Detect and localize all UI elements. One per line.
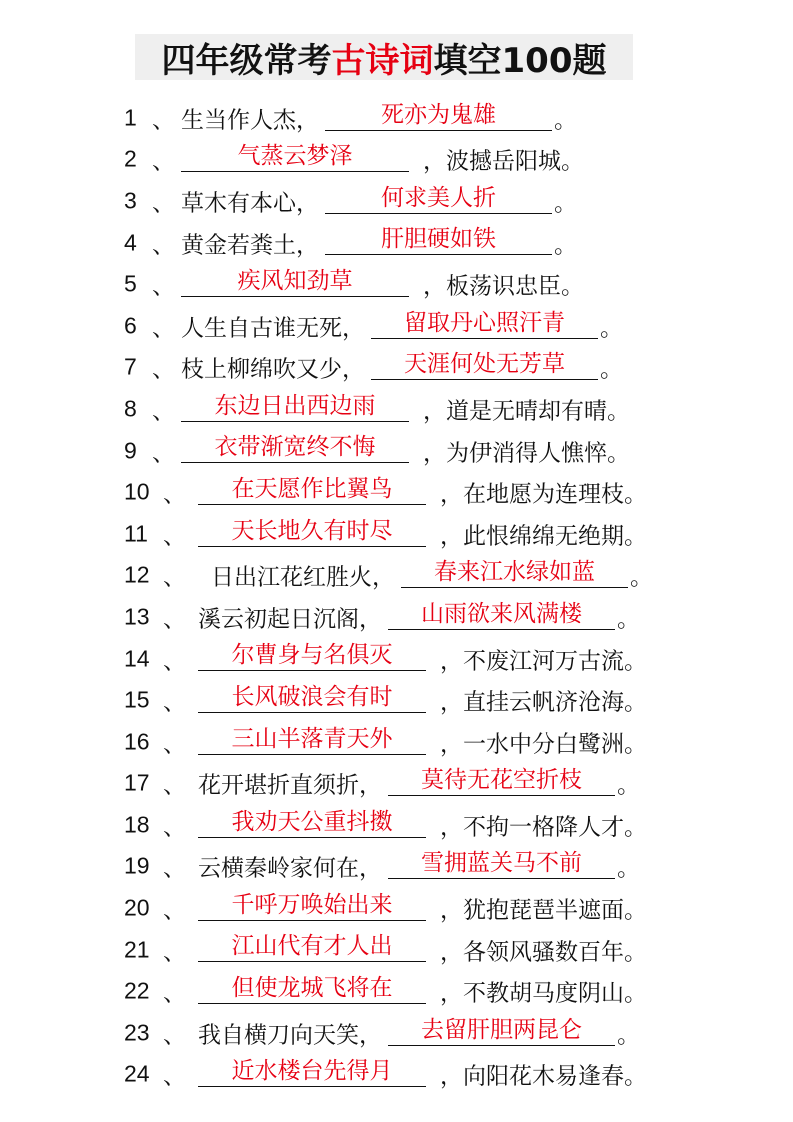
- question-prompt: 花开堪折直须折，: [198, 772, 382, 799]
- answer-underline: [198, 961, 426, 962]
- question-separator: 、: [163, 980, 186, 1007]
- question-number: 11: [124, 520, 148, 547]
- answer-underline: [198, 837, 426, 838]
- question-prompt: ，不教胡马度阴山。: [440, 980, 647, 1007]
- question-prompt: 黄金若粪土，: [181, 232, 319, 259]
- question-separator: 、: [163, 731, 186, 758]
- answer-underline: [198, 920, 426, 921]
- question-number: 15: [124, 686, 150, 713]
- question-separator: 、: [163, 1063, 186, 1090]
- answer-blank[interactable]: [198, 929, 426, 971]
- answer-underline: [198, 712, 426, 713]
- answer-underline: [371, 379, 598, 380]
- answer-underline: [388, 878, 615, 879]
- page-title: [135, 34, 633, 80]
- question-row: [0, 638, 793, 680]
- question-prompt: 枝上柳绵吹又少，: [181, 356, 365, 383]
- answer-text: 尔曹身与名俱灭: [231, 642, 393, 669]
- question-number: 7: [124, 353, 137, 380]
- question-row: [0, 596, 793, 638]
- question-number: 5: [124, 270, 137, 297]
- answer-text: 江山代有才人出: [231, 933, 393, 960]
- answer-underline: [388, 795, 615, 796]
- question-separator: 、: [163, 648, 186, 675]
- question-row: [0, 305, 793, 347]
- answer-underline: [198, 1086, 426, 1087]
- question-number: 23: [124, 1019, 150, 1046]
- question-row: [0, 1012, 793, 1054]
- question-end-punct: 。: [600, 356, 623, 383]
- answer-text: 天长地久有时尽: [231, 517, 393, 544]
- answer-underline: [198, 546, 426, 547]
- question-prompt: 我自横刀向天笑，: [198, 1022, 382, 1049]
- question-prompt: ，在地愿为连理枝。: [440, 481, 647, 508]
- answer-blank[interactable]: [388, 763, 615, 805]
- question-end-punct: 。: [617, 855, 640, 882]
- question-end-punct: 。: [630, 564, 653, 591]
- answer-text: 何求美人折: [381, 184, 496, 211]
- question-row: [0, 887, 793, 929]
- question-number: 4: [124, 229, 137, 256]
- question-separator: 、: [163, 564, 186, 591]
- question-number: 10: [124, 478, 150, 505]
- question-number: 13: [124, 603, 150, 630]
- question-prompt: ，板荡识忠臣。: [423, 273, 584, 300]
- answer-blank[interactable]: [325, 222, 552, 264]
- question-number: 24: [124, 1060, 150, 1087]
- question-end-punct: 。: [554, 232, 577, 259]
- question-row: [0, 929, 793, 971]
- answer-text: 山雨欲来风满楼: [421, 600, 582, 627]
- question-row: [0, 1054, 793, 1096]
- question-number: 19: [124, 852, 150, 879]
- question-prompt: ，向阳花木易逢春。: [440, 1063, 647, 1090]
- question-separator: 、: [163, 1022, 186, 1049]
- question-row: [0, 180, 793, 222]
- question-row: [0, 804, 793, 846]
- question-number: 14: [124, 645, 150, 672]
- question-prompt: 草木有本心，: [181, 190, 319, 217]
- question-separator: 、: [152, 273, 175, 300]
- question-separator: 、: [163, 689, 186, 716]
- answer-underline: [388, 1045, 615, 1046]
- answer-text: 莫待无花空折枝: [421, 767, 582, 794]
- question-end-punct: 。: [600, 315, 623, 342]
- answer-text: 东边日出西边雨: [214, 392, 376, 419]
- question-row: [0, 555, 793, 597]
- question-end-punct: 。: [554, 107, 577, 134]
- question-separator: 、: [163, 939, 186, 966]
- question-row: [0, 97, 793, 139]
- question-prompt: ，不拘一格降人才。: [440, 814, 647, 841]
- question-list: [0, 97, 793, 1095]
- answer-text: 春来江水绿如蓝: [434, 559, 595, 586]
- question-prompt: ，波撼岳阳城。: [423, 148, 584, 175]
- answer-underline: [325, 213, 552, 214]
- question-separator: 、: [163, 523, 186, 550]
- answer-underline: [181, 296, 409, 297]
- question-prompt: ，犹抱琵琶半遮面。: [440, 897, 647, 924]
- answer-text: 疾风知劲草: [237, 267, 353, 294]
- answer-blank[interactable]: [371, 347, 598, 389]
- question-row: [0, 970, 793, 1012]
- answer-blank[interactable]: [325, 180, 552, 222]
- answer-text: 天涯何处无芳草: [404, 351, 565, 378]
- question-row: [0, 513, 793, 555]
- answer-blank[interactable]: [401, 555, 628, 597]
- question-prompt: ，道是无晴却有晴。: [423, 398, 630, 425]
- question-number: 6: [124, 312, 137, 339]
- answer-text: 留取丹心照汗青: [404, 309, 565, 336]
- question-prompt: 云横秦岭家何在，: [198, 855, 382, 882]
- answer-blank[interactable]: [198, 887, 426, 929]
- question-prompt: ，为伊消得人憔悴。: [423, 440, 630, 467]
- question-separator: 、: [152, 398, 175, 425]
- title-part-3: 填空100题: [433, 40, 607, 81]
- answer-text: 在天愿作比翼鸟: [231, 475, 393, 502]
- question-prompt: ，此恨绵绵无绝期。: [440, 523, 647, 550]
- answer-blank[interactable]: [388, 846, 615, 888]
- question-prompt: ，一水中分白鹭洲。: [440, 731, 647, 758]
- answer-underline: [325, 130, 552, 131]
- answer-blank[interactable]: [198, 471, 426, 513]
- answer-blank[interactable]: [325, 97, 552, 139]
- question-separator: 、: [152, 440, 175, 467]
- answer-text: 去留肝胆两昆仑: [421, 1016, 582, 1043]
- question-number: 2: [124, 145, 137, 172]
- question-separator: 、: [163, 606, 186, 633]
- question-prompt: ，直挂云帆济沧海。: [440, 689, 647, 716]
- question-row: [0, 846, 793, 888]
- question-separator: 、: [163, 814, 186, 841]
- question-number: 8: [124, 395, 137, 422]
- answer-text: 衣带渐宽终不悔: [214, 434, 376, 461]
- answer-underline: [181, 171, 409, 172]
- answer-underline: [181, 421, 409, 422]
- answer-text: 肝胆硬如铁: [381, 226, 496, 253]
- question-row: [0, 347, 793, 389]
- answer-blank[interactable]: [198, 721, 426, 763]
- answer-blank[interactable]: [371, 305, 598, 347]
- question-row: [0, 139, 793, 181]
- answer-text: 但使龙城飞将在: [231, 975, 393, 1002]
- question-row: [0, 471, 793, 513]
- answer-text: 千呼万唤始出来: [231, 891, 393, 918]
- question-prompt: ，不废江河万古流。: [440, 648, 647, 675]
- question-number: 21: [124, 936, 150, 963]
- question-number: 22: [124, 977, 150, 1004]
- question-prompt: 生当作人杰，: [181, 107, 319, 134]
- question-row: [0, 430, 793, 472]
- answer-blank[interactable]: [198, 513, 426, 555]
- question-end-punct: 。: [617, 1022, 640, 1049]
- answer-blank[interactable]: [181, 430, 409, 472]
- question-number: 9: [124, 437, 137, 464]
- answer-blank[interactable]: [198, 970, 426, 1012]
- question-separator: 、: [152, 190, 175, 217]
- question-end-punct: 。: [617, 772, 640, 799]
- answer-underline: [388, 629, 615, 630]
- question-row: [0, 763, 793, 805]
- answer-blank[interactable]: [181, 388, 409, 430]
- question-number: 18: [124, 811, 150, 838]
- question-separator: 、: [152, 107, 175, 134]
- answer-blank[interactable]: [198, 638, 426, 680]
- question-end-punct: 。: [554, 190, 577, 217]
- question-number: 17: [124, 769, 150, 796]
- answer-blank[interactable]: [181, 263, 409, 305]
- answer-blank[interactable]: [388, 1012, 615, 1054]
- question-end-punct: 。: [617, 606, 640, 633]
- question-number: 12: [124, 561, 150, 588]
- question-separator: 、: [163, 772, 186, 799]
- answer-text: 死亦为鬼雄: [381, 101, 496, 128]
- question-separator: 、: [163, 855, 186, 882]
- answer-blank[interactable]: [198, 1054, 426, 1096]
- answer-blank[interactable]: [181, 139, 409, 181]
- question-separator: 、: [152, 148, 175, 175]
- question-separator: 、: [163, 481, 186, 508]
- question-separator: 、: [163, 897, 186, 924]
- question-separator: 、: [152, 315, 175, 342]
- question-number: 20: [124, 894, 150, 921]
- answer-text: 长风破浪会有时: [231, 683, 393, 710]
- answer-underline: [198, 504, 426, 505]
- answer-underline: [401, 587, 628, 588]
- question-prompt: 溪云初起日沉阁，: [198, 606, 382, 633]
- question-number: 16: [124, 728, 150, 755]
- answer-text: 雪拥蓝关马不前: [421, 850, 582, 877]
- title-part-highlight: 古诗词: [331, 40, 434, 81]
- question-row: [0, 263, 793, 305]
- answer-text: 气蒸云梦泽: [237, 143, 353, 170]
- answer-blank[interactable]: [198, 679, 426, 721]
- question-number: 1: [124, 104, 137, 131]
- question-prompt: 日出江花红胜火，: [211, 564, 395, 591]
- answer-underline: [371, 338, 598, 339]
- answer-underline: [181, 462, 409, 463]
- answer-text: 我劝天公重抖擞: [231, 808, 393, 835]
- answer-text: 三山半落青天外: [231, 725, 393, 752]
- answer-text: 近水楼台先得月: [231, 1058, 393, 1085]
- question-separator: 、: [152, 356, 175, 383]
- question-separator: 、: [152, 232, 175, 259]
- answer-blank[interactable]: [198, 804, 426, 846]
- question-row: [0, 721, 793, 763]
- question-row: [0, 388, 793, 430]
- answer-underline: [325, 254, 552, 255]
- title-part-1: 四年级常考: [161, 40, 332, 81]
- question-row: [0, 222, 793, 264]
- answer-blank[interactable]: [388, 596, 615, 638]
- answer-underline: [198, 1003, 426, 1004]
- question-prompt: ，各领风骚数百年。: [440, 939, 647, 966]
- answer-underline: [198, 670, 426, 671]
- answer-underline: [198, 754, 426, 755]
- question-row: [0, 679, 793, 721]
- question-number: 3: [124, 187, 137, 214]
- question-prompt: 人生自古谁无死，: [181, 315, 365, 342]
